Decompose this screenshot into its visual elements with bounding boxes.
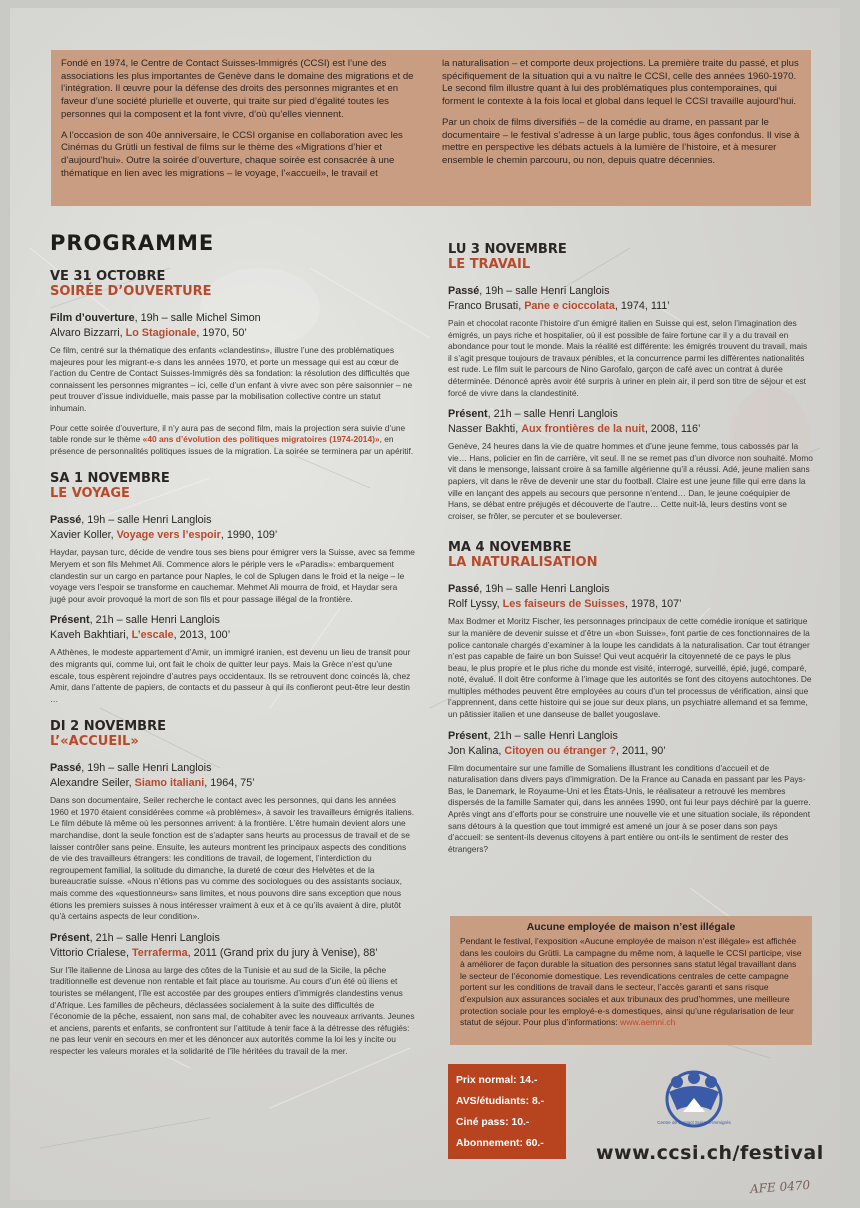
day-theme: LE VOYAGE (50, 486, 130, 502)
film-slot: Présent, 21h – salle Henri Langlois (448, 729, 618, 742)
film-description: Max Bodmer et Moritz Fischer, les personnages principaux de cette comédie ironique et satirique sur la manière de devenir suisse et d’être un «bon Suisse», font partie de ces fonctionnaires de la police cantonale chargés d’examiner à la loupe les candidats à la naturalisation. Car tout étranger n’est pas capable de faire un bon Suisse! Qui veut acquérir la citoyenneté de ce pays le plus beau, le plus propre et le plus riche du monde est visité, interrogé, surveillé, épié, jugé, comparé, noté, évalué. Il doit être conforme à l’image que les autorités se font des citoyens autochtones. De multiples méthodes peuvent être employées au cours d’un tel processus de vérification, ainsi que l’apprennent, dans cette histoire qui se joue sur deux plans, un psychiatre allemand et sa femme, un pâtissier italien et une danseuse de ballet yougoslave. (448, 616, 812, 720)
film-credit: Vittorio Crialese, Terraferma, 2011 (Grand prix du jury à Venise), 88’ (50, 946, 378, 959)
film-title: Siamo italiani (134, 777, 205, 790)
programme-column-left (50, 223, 415, 1066)
film-les-faiseurs-de-suisses (448, 582, 813, 720)
programme-column-right (448, 228, 813, 863)
film-terraferma (50, 931, 415, 1058)
film-description: A Athènes, le modeste appartement d’Amir, un immigré iranien, est devenu un lieu de transit pour des migrants qui, comme lui, ont fait le choix de quitter leur pays. Mais la Grèce n’est qu’une escale, tous espèrent rejoindre d’autres pays occidentaux. Ils se retrouvent donc coincés là, chez Amir, dans l’attente de papiers, de contacts et du passeur à qui ils confieront peut-être leur destin … (50, 647, 411, 704)
price-avs-students: AVS/étudiants: 8.- (456, 1096, 545, 1107)
day-date: DI 2 NOVEMBRE (50, 719, 166, 735)
website-link[interactable]: www.ccsi.ch/festival (596, 1142, 824, 1164)
film-description: Dans son documentaire, Seiler recherche le contact avec les personnes, qui dans les années 1960 et 1970 étaient considérées comme «à problèmes», à savoir les travailleurs émigrés italiens. Le film débute là même où les personnes arrivent: à la frontière. L’être humain devient alors une marchandise, dont la seule fonction est de s’adapter sans heurts au processus de travail et de se laisser contrôler sans peine. Ensuite, les auteurs montrent les principaux aspects des conditions de vie des travailleurs étrangers: les conditions de travail, de logement, l’interdiction du regroupement familial, la solitude du dimanche, la dureté de cœur des Helvètes et de la bureaucratie suisse. «Nous n’étions pas vu comme des sociologues ou des assistants sociaux, mais comme des «questionneurs» sans limites, et nous pouvons dire sans exception que nous étions les premiers suisses à nous intéresser vraiment à eux et à ce qu’ils avaient à dire, plutôt qu’à certains aspects de leur condition». (50, 795, 415, 922)
film-slot: Passé, 19h – salle Henri Langlois (448, 583, 610, 596)
film-title: Lo Stagionale (125, 327, 197, 339)
day-date: SA 1 NOVEMBRE (50, 471, 170, 487)
day-theme: SOIRÉE D’OUVERTURE (50, 284, 212, 299)
day-date: MA 4 NOVEMBRE (448, 540, 572, 556)
film-title: Les faiseurs de Suisses (502, 598, 626, 611)
exhibition-notice-box (450, 916, 812, 1045)
film-voyage-vers-l-espoir (50, 513, 415, 605)
film-credit: Franco Brusati, Pane e cioccolata, 1974, 111’ (448, 300, 670, 312)
film-siamo-italiani (50, 761, 415, 923)
intro-paragraph: A l’occasion de son 40e anniversaire, le CCSI organise en collaboration avec les Cinémas du Grütli un festival de films sur le thème des «Migrations d’hier et d’aujourd’hui». Outre la soirée d’ouverture, chaque soirée est consacrée à une thématique en lien avec les migrations – le voyage, l’«accueil», le travail et (61, 129, 403, 179)
flyer-page (10, 8, 840, 1200)
film-credit: Jon Kalina, Citoyen ou étranger ?, 2011, 90’ (448, 744, 666, 757)
day-lu-3-novembre (448, 242, 813, 522)
notice-title: Aucune employée de maison n’est illégale (526, 922, 736, 933)
price-cine-pass: Ciné pass: 10.- (456, 1117, 530, 1128)
film-title: L’escale (131, 629, 174, 642)
logo-caption: Centre de Contact Suisses-Immigrés (657, 1120, 731, 1125)
film-credit: Kaveh Bakhtiari, L’escale, 2013, 100’ (50, 629, 231, 642)
film-description: Ce film, centré sur la thématique des enfants «clandestins», illustre l’une des problématiques majeures pour les migrant-e-s dans les années 1970, et porte un message qui est au cœur de l’action du Centre de Contact Suisses-Immigrés dès sa fondation: la résolution des difficultés que connaissent les personnes migrantes – ici, celle d’un enfant à vivre avec son père saisonnier – ne peut trouver d’issue individuelle, mais passe par la mobilisation collective contre un statut inhumain. (50, 345, 413, 413)
film-credit: Rolf Lyssy, Les faiseurs de Suisses, 1978, 107’ (448, 598, 682, 611)
intro-column-right (442, 58, 801, 198)
film-description: Haydar, paysan turc, décide de vendre tous ses biens pour émigrer vers la Suisse, avec sa femme Meryem et son fils Mehmet Ali. Commence alors le périple vers le «Paradis»: embarquement clandestin sur un cargo en partance pour Naples, le col de Splugen dans le froid et la neige – le voyage vers l’espoir se transforme en cauchemar. Mehmet Ali mourra de froid, et Haydar sera jugé pour avoir provoqué la mort de son fils et pour passage illégal de la frontière. (50, 547, 415, 604)
film-slot: Présent, 21h – salle Henri Langlois (448, 408, 618, 421)
film-slot: Film d’ouverture, 19h – salle Michel Simon (50, 312, 261, 324)
day-ma-4-novembre (448, 540, 813, 855)
intro-paragraph: Fondé en 1974, le Centre de Contact Suisses-Immigrés (CCSI) est l’une des associations les plus importantes de Genève dans le domaine des migrations et de l’intégration. Il œuvre pour la défense des droits des personnes migrantes et en faveur d’une société plurielle et ouverte, qui traite sur pied d’égalité toutes les personnes qui la composent et la font vivre, d’où qu’elles viennent. (61, 58, 414, 120)
film-citoyen-ou-etranger (448, 729, 813, 856)
day-theme: LA NATURALISATION (448, 555, 598, 571)
film-description: Sur l’île italienne de Linosa au large des côtes de la Tunisie et au sud de la Sicile, la pêche traditionnelle est devenue non rentable et fait place au tourisme. Au cours d’un été où iliens et touristes se mélangent, l’île est accostée par des groupes entiers d’immigrés clandestins venus d’Afrique. Les familles de pêcheurs, déclassées socialement à la suite des difficultés de l’économie de la pêche, essaient, non sans mal, de cohabiter avec les nouveaux arrivants. Jeunes et anciens, parents et enfants, se confrontent sur l’attitude à tenir face à la détresse des réfugiés: ne pas leur venir en secours en mer et les dénoncer aux autorités comme la loi les y incite ou respecter les valeurs morales et la solidarité de l’île héritées du travail de la mer. (50, 964, 415, 1056)
film-title: Citoyen ou étranger ? (504, 744, 617, 757)
day-theme: LE TRAVAIL (448, 257, 531, 272)
intro-column-left (61, 58, 420, 198)
notice-text: Pendant le festival, l’exposition «Aucune employée de maison n’est illégale» est affichée dans les couloirs du Grütli. La campagne du même nom, à laquelle le CCSI participe, vise à améliorer de façon durable la situation des personnes sans statut légal travaillant dans le secteur de l’économie domestique. Les revendications centrales de cette campagne portent sur les conditions de travail dans le secteur, l’accès garanti et sans risque d’expulsion aux assurances sociales et aux tribunaux des prud’hommes, une meilleure protection sociale pour les employé-e-s domestiques, ainsi qu’une régularisation de leur statut de séjour. Pour plus d’informations: www.aemni.ch (460, 936, 802, 1028)
aemni-link[interactable]: www.aemni.ch (620, 1017, 676, 1028)
film-slot: Passé, 19h – salle Henri Langlois (448, 285, 610, 297)
film-lo-stagionale (50, 311, 415, 415)
day-ve-31-octobre (50, 269, 415, 457)
intro-box (51, 50, 811, 206)
day-di-2-novembre (50, 719, 415, 1057)
day-theme: L’«ACCUEIL» (50, 734, 139, 750)
film-pane-e-cioccolata (448, 284, 813, 399)
film-description: Pain et chocolat raconte l’histoire d’un émigré italien en Suisse qui est, selon l’imagination des émigrés, un pays riche et hospitalier, où il est possible de faire fortune car il y a du travail en abondance pour tout le monde. Mais la réalité est différente: les émigrés trouvent du travail, mais il s’agit presque toujours de travaux pénibles, et la concurrence parmi les différentes nationalités est rude. Le film suit le parcours de Nino Garofalo, garçon de café avec un contrat à durée déterminée. Dénoncé après avoir été surpris à uriner en plein air, il perd son titre de séjour et est forcé de vivre dans la clandestinité. (448, 318, 808, 398)
archive-handwritten-mark: AFE 0470 (749, 1177, 811, 1197)
price-subscription: Abonnement: 60.- (456, 1138, 544, 1149)
film-credit: Alvaro Bizzarri, Lo Stagionale, 1970, 50’ (50, 327, 247, 339)
film-slot: Passé, 19h – salle Henri Langlois (50, 762, 212, 775)
film-credit: Alexandre Seiler, Siamo italiani, 1964, 75’ (50, 777, 255, 790)
intro-paragraph: Par un choix de films diversifiés – de la comédie au drame, en passant par le documentaire – le festival s’adresse à un large public, tous âges confondus. Il vise à mettre en perspective les débats actuels à la lumière de l’histoire, et à mesurer ensemble le chemin parcouru, ou non, depuis quatre décennies. (442, 116, 800, 166)
price-normal: Prix normal: 14.- (456, 1075, 538, 1086)
day-sa-1-novembre (50, 471, 415, 705)
opening-note: Pour cette soirée d’ouverture, il n’y aura pas de second film, mais la projection sera suivie d’une table ronde sur le thème «40 ans d’évolution des politiques migratoires (1974-2014)», en présence de personnalités politiques issues de la migration. La soirée se terminera par un apéritif. (50, 422, 414, 456)
film-description: Genève, 24 heures dans la vie de quatre hommes et d’une jeune femme, tous cabossés par la vie… Hans, policier en fin de carrière, vit seul. Il ne se remet pas d’un divorce non souhaité. Momo vit dans le mensonge, laissant croire à sa famille algérienne qu’il a réussi. Adé, jeune malien sans papiers, vit dans le rêve de devenir une star du football. Claire est une jeune fille qui erre dans la ville en lançant des appels au secours que personne n’entend… Dan, le jeune coéquipier de Hans, se débat entre préjugés et découverte de l’autre… Cette nuit-là, leurs destins vont se croiser, se frôler, se percuter et se bouleverser. (448, 441, 813, 521)
film-description: Film documentaire sur une famille de Somaliens illustrant les conditions d’accueil et de naturalisation dans divers pays d’immigration. De la France au Canada en passant par les Pays-Bas, le Danemark, le Royaume-Uni et les États-Unis, le réalisateur a retrouvé les membres dispersés de la famille Samater qui, dans les années 1990, ont fui leur pays déchiré par la guerre. Après vingt ans d’efforts pour se construire une nouvelle vie et une situation sociale, ils répondent sans détours à la question que tout immigré est amené un jour à se poser dans son pays d’accueil: se sentent-ils devenus citoyens à part entière ou ont-ils le sentiment de rester des étrangers? (448, 762, 811, 854)
film-credit: Xavier Koller, Voyage vers l’espoir, 1990, 109’ (50, 529, 278, 542)
film-title: Voyage vers l’espoir (116, 529, 221, 542)
programme-title: PROGRAMME (50, 231, 215, 255)
day-date: LU 3 NOVEMBRE (448, 242, 567, 257)
film-credit: Nasser Bakhti, Aux frontières de la nuit, 2008, 116’ (448, 423, 701, 436)
ccsi-logo (655, 1068, 733, 1130)
film-aux-frontieres-de-la-nuit (448, 407, 813, 522)
film-slot: Passé, 19h – salle Henri Langlois (50, 514, 212, 527)
film-l-escale (50, 613, 415, 705)
film-slot: Présent, 21h – salle Henri Langlois (50, 931, 220, 944)
film-title: Aux frontières de la nuit (521, 423, 645, 436)
day-date: VE 31 OCTOBRE (50, 269, 166, 284)
film-title: Terraferma (132, 946, 188, 959)
intro-paragraph: la naturalisation – et comporte deux projections. La première traite du passé, et plus spécifiquement de la situation qui a vu naître le CCSI, celle des années 1960-1970. Le second film illustre quant à lui des problématiques plus contemporaines, qui forment le contexte à la fois local et global dans lequel le CCSI travaille aujourd’hui. (442, 58, 799, 108)
film-slot: Présent, 21h – salle Henri Langlois (50, 614, 220, 627)
film-title: Pane e cioccolata (524, 300, 615, 312)
price-box (448, 1064, 566, 1159)
